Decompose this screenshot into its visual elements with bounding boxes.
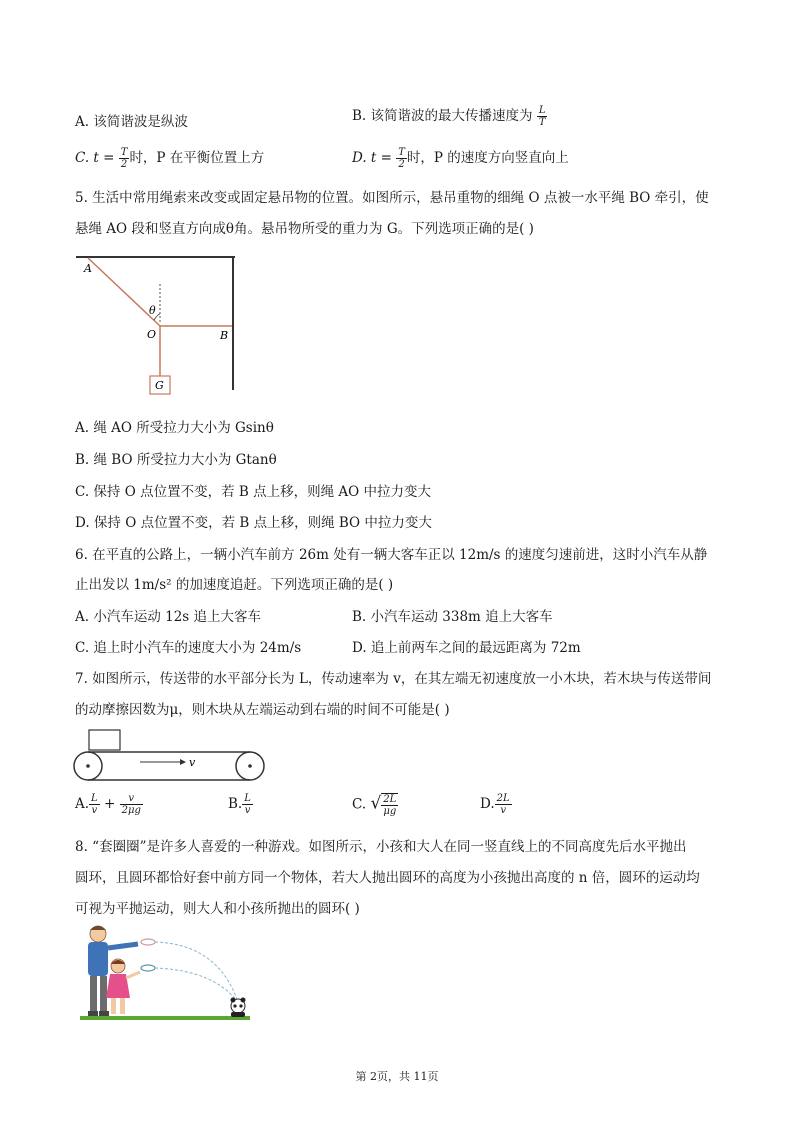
q6-stem-line1: 6. 在平直的公路上，一辆小汽车前方 26m 处有一辆大客车正以 12m/s 的速度匀速前进，这时小汽车从静 [75, 547, 708, 563]
q5-label-o: O [147, 328, 157, 341]
q7-stem-line1: 7. 如图所示，传送带的水平部分长为 L，传动速率为 v，在其左端无初速度放一小木块，若木块与传送带间 [75, 671, 712, 687]
q7-label-v: v [189, 756, 196, 769]
q5-label-theta: θ [149, 304, 156, 317]
q5-stem-line1: 5. 生活中常用绳索来改变或固定悬吊物的位置。如图所示，悬吊重物的细绳 O 点被一水平绳 BO 牵引，使 [75, 190, 709, 206]
q4-option-c: C. t = $\frac{T}{2}$ 时，P 在平衡位置上方 [75, 147, 265, 170]
q7-option-a: A. $\frac{L}{v}$ + $\frac{v}{2\mu g}$ [75, 793, 141, 816]
q7-option-c: C. √ $\frac{2L}{\mu g}$ [352, 793, 397, 817]
q5-stem-line2: 悬绳 AO 段和竖直方向成θ角。悬吊物所受的重力为 G。下列选项正确的是( ) [75, 221, 534, 237]
q8-ring-toss-illustration [78, 920, 258, 1025]
page-footer: 第 2页，共 11页 [355, 1070, 439, 1083]
q6-option-b: B. 小汽车运动 338m 追上大客车 [352, 609, 553, 625]
q5-label-a: A [84, 262, 92, 275]
q8-stem-line2: 圆环，且圆环都恰好套中前方同一个物体，若大人抛出圆环的高度为小孩抛出高度的 n 倍，圆环的运动均 [75, 870, 700, 886]
q6-option-a: A. 小汽车运动 12s 追上大客车 [75, 609, 262, 625]
q7-option-d: D. $\frac{2L}{v}$ [480, 793, 510, 816]
q8-stem-line3: 可视为平抛运动，则大人和小孩所抛出的圆环( ) [75, 901, 360, 917]
q7-stem-line2: 的动摩擦因数为μ，则木块从左端运动到右端的时间不可能是( ) [75, 702, 450, 718]
q6-option-d: D. 追上前两车之间的最远距离为 72m [352, 640, 581, 656]
q6-stem-line2: 止出发以 1m/s² 的加速度追赶。下列选项正确的是( ) [75, 577, 394, 593]
q7-conveyor-figure [72, 728, 272, 784]
q4-option-a: A. 该简谐波是纵波 [75, 114, 188, 130]
q5-label-b: B [220, 329, 229, 342]
q5-option-d: D. 保持 O 点位置不变，若 B 点上移，则绳 BO 中拉力变大 [75, 515, 432, 531]
q5-option-c: C. 保持 O 点位置不变，若 B 点上移，则绳 AO 中拉力变大 [75, 484, 431, 500]
q5-rope-figure [70, 252, 245, 397]
q5-option-b: B. 绳 BO 所受拉力大小为 Gtanθ [75, 452, 277, 468]
q5-option-a: A. 绳 AO 所受拉力大小为 Gsinθ [75, 420, 274, 436]
q4-option-d: D. t = $\frac{T}{2}$ 时，P 的速度方向竖直向上 [352, 147, 569, 170]
q7-option-b: B. $\frac{L}{v}$ [228, 793, 251, 816]
q8-stem-line1: 8. “套圈圈”是许多人喜爱的一种游戏。如图所示，小孩和大人在同一竖直线上的不同高度先后水平抛出 [75, 839, 687, 855]
q4-option-b: B. 该简谐波的最大传播速度为 $\frac{L}{T}$ [352, 105, 546, 128]
q6-option-c: C. 追上时小汽车的速度大小为 24m/s [75, 640, 302, 656]
q5-label-g: G [155, 379, 164, 392]
